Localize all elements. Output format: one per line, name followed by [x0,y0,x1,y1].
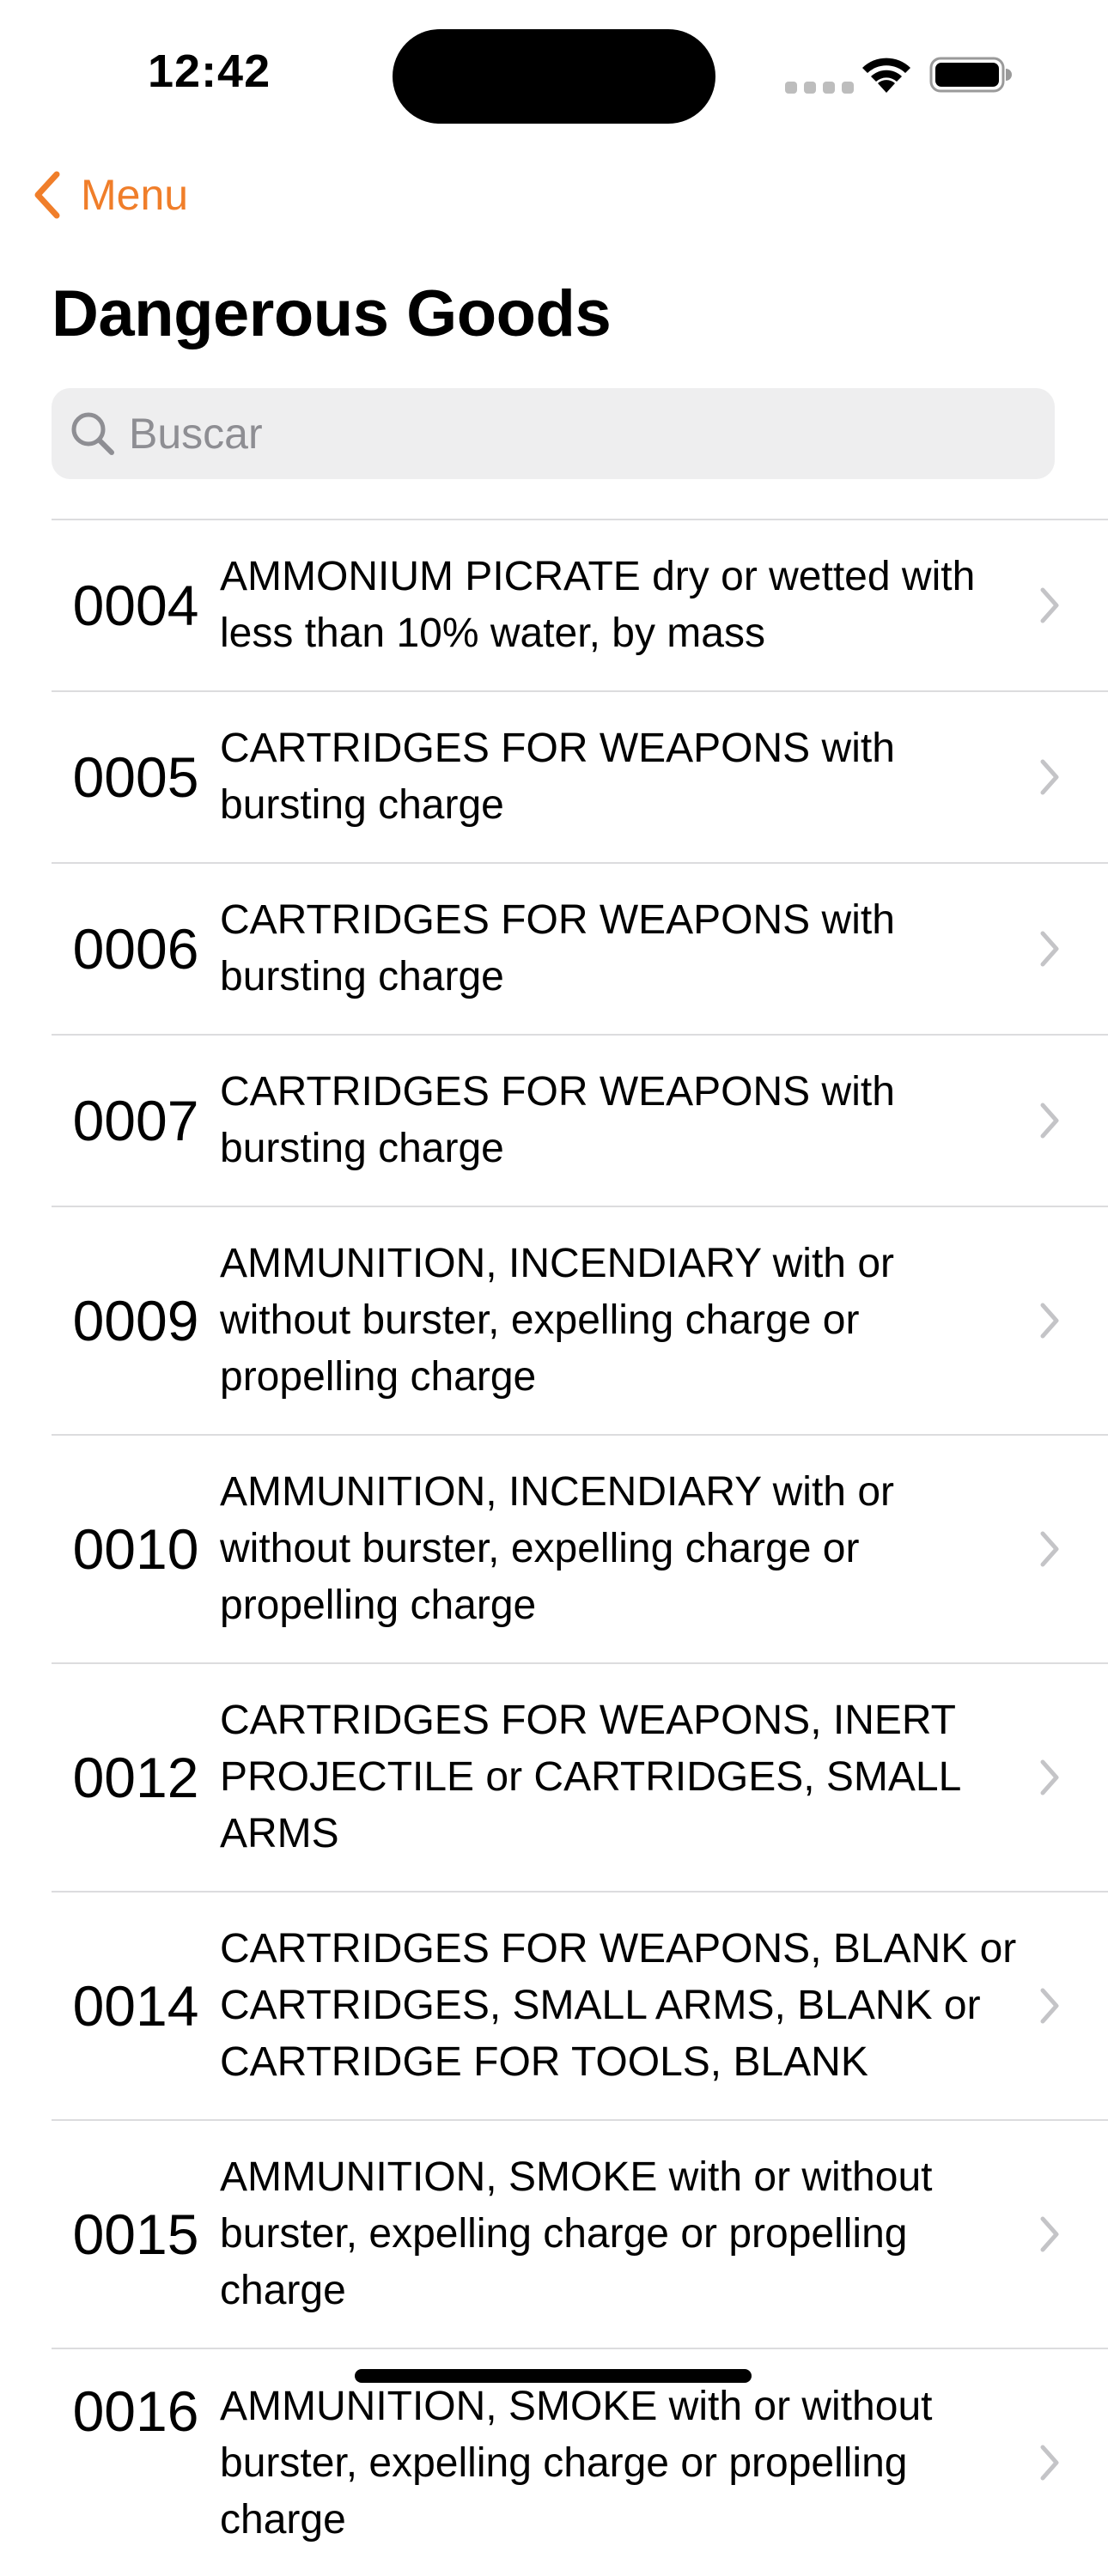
wifi-icon [859,53,914,96]
home-indicator [355,2369,752,2383]
magnifying-glass-icon [67,408,119,459]
list-item[interactable] [52,2119,1108,2348]
list-item[interactable] [52,1434,1108,1662]
dynamic-island [393,29,715,124]
item-description: AMMONIUM PICRATE dry or wetted with less than 10% water, by mass [220,554,976,656]
back-button-label: Menu [81,171,189,219]
un-code: 0007 [72,1089,199,1152]
search-input[interactable] [129,399,1022,468]
un-code: 0016 [72,2379,199,2443]
chevron-right-icon [1038,1100,1062,1141]
item-description: CARTRIDGES FOR WEAPONS, BLANK or CARTRIDGES, SMALL ARMS, BLANK or CARTRIDGE FOR TOOLS, BLANK [220,1926,1017,2085]
status-bar [0,0,1108,146]
list-item[interactable] [52,1034,1108,1206]
chevron-right-icon [1038,1757,1062,1798]
dangerous-goods-list [52,519,1108,2576]
un-code: 0005 [72,745,199,809]
chevron-right-icon [1038,585,1062,626]
item-description: CARTRIDGES FOR WEAPONS, INERT PROJECTILE or CARTRIDGES, SMALL ARMS [220,1698,960,1856]
list-item[interactable] [52,1206,1108,1434]
status-time: 12:42 [148,46,271,97]
item-description: CARTRIDGES FOR WEAPONS with bursting charge [220,897,895,999]
chevron-right-icon [1038,1300,1062,1341]
battery-icon [929,57,1012,93]
item-description: AMMUNITION, INCENDIARY with or without burster, expelling charge or propelling charge [220,1469,894,1628]
item-description: CARTRIDGES FOR WEAPONS with bursting charge [220,726,895,828]
list-item[interactable] [52,690,1108,862]
chevron-right-icon [1038,756,1062,798]
item-description: AMMUNITION, SMOKE with or without burster, expelling charge or propelling charge [220,2384,933,2543]
un-code: 0010 [72,1517,199,1581]
un-code: 0004 [72,574,199,637]
un-code: 0009 [72,1289,199,1352]
un-code: 0006 [72,917,199,981]
chevron-right-icon [1038,1985,1062,2026]
un-code: 0015 [72,2202,199,2266]
list-item[interactable] [52,1891,1108,2119]
chevron-right-icon [1038,2442,1062,2483]
list-item[interactable] [52,1662,1108,1891]
chevron-left-icon [31,167,65,222]
item-description: CARTRIDGES FOR WEAPONS with bursting charge [220,1069,895,1171]
chevron-right-icon [1038,928,1062,969]
cellular-signal-icon [785,82,854,94]
list-item[interactable] [52,862,1108,1034]
un-code: 0014 [72,1974,199,2038]
page-title: Dangerous Goods [52,277,612,350]
item-description: AMMUNITION, INCENDIARY with or without burster, expelling charge or propelling charge [220,1241,894,1400]
chevron-right-icon [1038,2214,1062,2255]
list-item[interactable] [52,519,1108,690]
back-button[interactable] [31,163,188,227]
chevron-right-icon [1038,1528,1062,1570]
un-code: 0012 [72,1746,199,1809]
search-bar[interactable] [52,388,1055,479]
item-description: AMMUNITION, SMOKE with or without burster, expelling charge or propelling charge [220,2154,933,2313]
